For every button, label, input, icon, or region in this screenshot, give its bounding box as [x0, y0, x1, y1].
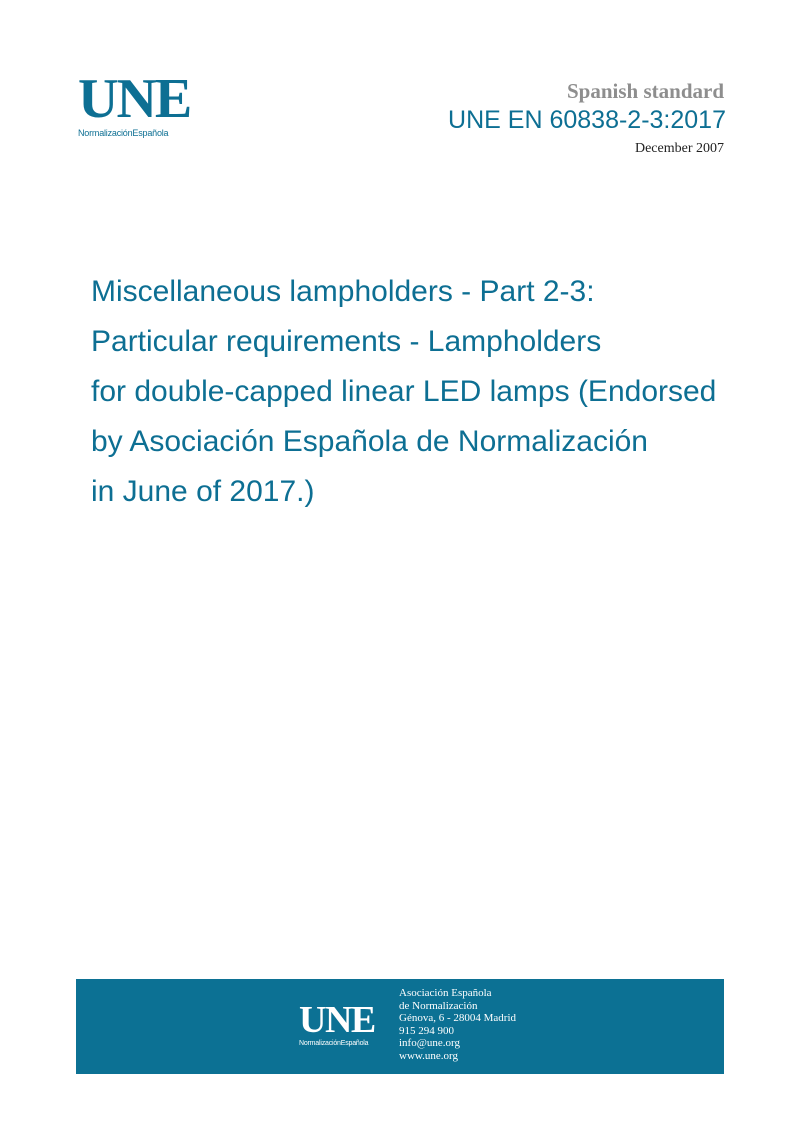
contact-org-line: de Normalización [399, 999, 478, 1012]
standard-code: UNE EN 60838-2-3:2017 [448, 106, 726, 134]
footer-logo-wordmark: UNE [299, 999, 375, 1041]
footer-logo [299, 999, 389, 1047]
standard-kind: Spanish standard [567, 79, 724, 103]
une-logo [78, 68, 198, 138]
contact-org-line: Asociación Española [399, 987, 492, 999]
title-line: in June of 2017.) [91, 475, 315, 508]
contact-phone: 915 294 900 [399, 1024, 454, 1037]
standard-header [448, 78, 724, 160]
footer-logo-tagline: NormalizaciónEspañola [299, 1040, 369, 1047]
title-line: by Asociación Española de Normalización [91, 425, 648, 458]
document-title [91, 267, 791, 517]
logo-tagline: NormalizaciónEspañola [78, 128, 169, 138]
footer-band [76, 979, 724, 1074]
standard-date: December 2007 [634, 141, 724, 156]
logo-wordmark: UNE [78, 68, 191, 130]
contact-info [399, 987, 516, 1062]
title-line: Miscellaneous lampholders - Part 2-3: [91, 275, 595, 308]
title-line: Particular requirements - Lampholders [91, 325, 602, 358]
contact-website: www.une.org [399, 1049, 458, 1062]
contact-address: Génova, 6 - 28004 Madrid [399, 1012, 517, 1024]
contact-email: info@une.org [399, 1037, 460, 1049]
title-line: for double-capped linear LED lamps (Endorsed [91, 375, 717, 408]
